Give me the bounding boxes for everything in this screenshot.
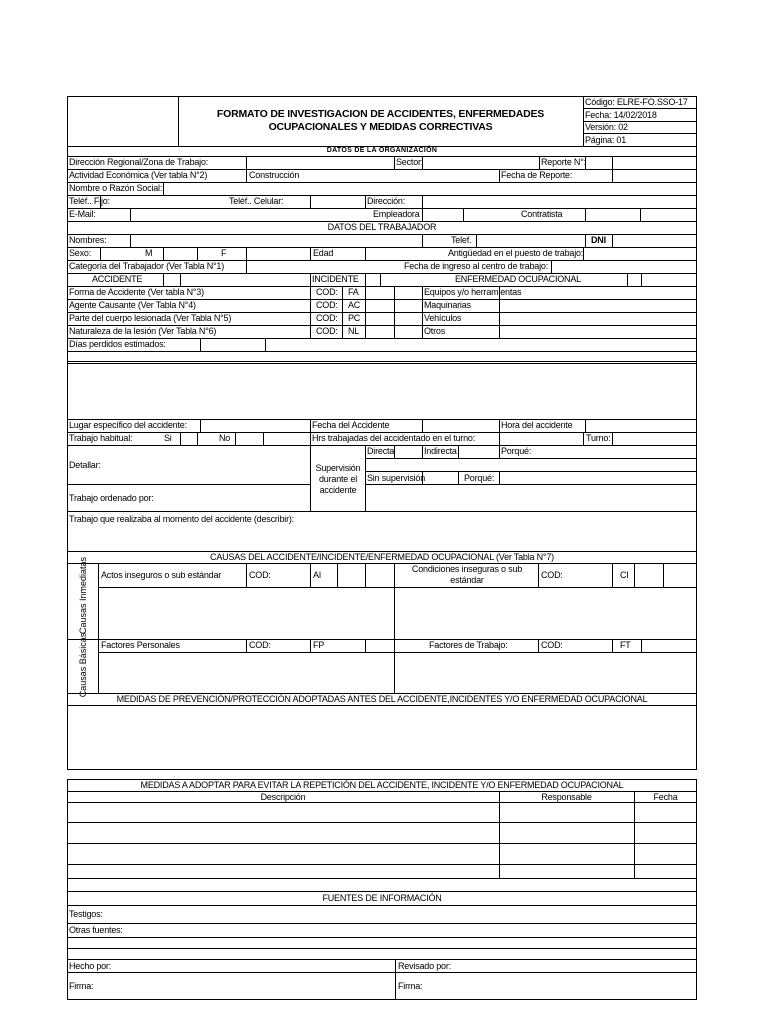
label-sexo-m: M xyxy=(145,248,153,258)
header-descripcion: Descripción xyxy=(260,792,306,802)
label-revisado-por: Revisado por: xyxy=(398,961,451,971)
label-trabajo-habitual: Trabajo habitual: xyxy=(69,433,133,443)
classif-row-cod: COD: xyxy=(316,326,338,336)
classif-row-right: Vehículos xyxy=(424,313,462,323)
label-cod-ai: COD: xyxy=(249,570,271,580)
classif-row-cod: COD: xyxy=(316,313,338,323)
label-factores-personales: Factores Personales xyxy=(101,640,180,650)
label-cod-ft: COD: xyxy=(541,640,563,650)
label-firma-hecho: Firma: xyxy=(69,981,94,991)
label-otras-fuentes: Otras fuentes: xyxy=(69,925,123,935)
label-ci: CI xyxy=(620,570,629,580)
label-dias-perdidos: Días perdidos estimados: xyxy=(69,339,166,349)
label-fecha-accidente: Fecha del Accidente xyxy=(312,420,390,430)
label-turno: Turno: xyxy=(586,433,611,443)
label-empleadora: Empleadora xyxy=(373,209,420,219)
classif-row-label: Naturaleza de la lesión (Ver Tabla N°6) xyxy=(69,326,217,336)
section-org-title: DATOS DE LA ORGANIZACIÓN xyxy=(326,147,438,154)
classif-row-label: Agente Causante (Ver Tabla N°4) xyxy=(69,300,196,310)
label-trabajo-ordenado: Trabajo ordenado por: xyxy=(69,493,154,503)
label-trabajo-realizaba: Trabajo que realizaba al momento del accidente (describir): xyxy=(69,514,294,524)
section-medidas-adoptar-title: MEDIDAS A ADOPTAR PARA EVITAR LA REPETICIÓN DEL ACCIDENTE, INCIDENTE Y/O ENFERMEDAD OCUPACIONAL xyxy=(140,780,624,790)
classif-row-cod: COD: xyxy=(316,287,338,297)
label-dni: DNI xyxy=(591,235,606,245)
label-lugar: Lugar específico del accidente: xyxy=(69,420,187,430)
form-code: Código: ELRE-FO.SSO-17 xyxy=(585,97,688,107)
label-razon-social: Nombre o Razón Social: xyxy=(69,183,163,193)
label-supervision: Supervisión durante el accidente xyxy=(315,463,361,495)
label-fp: FP xyxy=(313,640,325,650)
label-condiciones: Condiciones inseguras o sub estándar xyxy=(411,564,523,585)
header-incidente: INCIDENTE xyxy=(312,274,359,284)
label-hora-accidente: Hora del accidente xyxy=(501,420,573,430)
header-fecha: Fecha xyxy=(653,792,678,802)
classif-row-right: Maquinarias xyxy=(424,300,471,310)
label-sexo-f: F xyxy=(221,248,227,258)
label-sexo: Sexo: xyxy=(69,248,92,258)
label-telef: Telef. xyxy=(451,235,472,245)
classif-row-right: Equipos y/o herramientas xyxy=(424,287,522,297)
form-title: FORMATO DE INVESTIGACION DE ACCIDENTES, ENFERMEDADES OCUPACIONALES Y MEDIDAS CORRECTIVAS xyxy=(216,108,545,133)
label-si: Si xyxy=(164,433,172,443)
label-detallar: Detallar: xyxy=(69,460,101,470)
label-porque-2: Porqué: xyxy=(464,473,495,483)
header-enfermedad: ENFERMEDAD OCUPACIONAL xyxy=(455,274,581,284)
label-actividad: Actividad Económica (Ver tabla N°2) xyxy=(69,170,208,180)
label-sin-supervision: Sin supervisión xyxy=(367,473,426,483)
label-contratista: Contratista xyxy=(521,209,563,219)
label-ai: AI xyxy=(313,570,322,580)
label-telf-fijo: Teléf.. Fijo: xyxy=(69,196,110,206)
classif-row-code: AC xyxy=(348,300,361,310)
header-accidente: ACCIDENTE xyxy=(92,274,143,284)
label-telf-celular: Teléf.. Celular: xyxy=(229,196,284,206)
label-indirecta: Indirecta xyxy=(424,446,457,456)
label-nombres: Nombres: xyxy=(69,235,107,245)
label-actos: Actos inseguros o sub estándar xyxy=(101,570,222,580)
label-fecha-ingreso: Fecha de ingreso al centro de trabajo: xyxy=(404,261,548,271)
section-fuentes-title: FUENTES DE INFORMACIÓN xyxy=(322,893,442,903)
section-causes-title: CAUSAS DEL ACCIDENTE/INCIDENTE/ENFERMEDAD OCUPACIONAL (Ver Tabla N°7) xyxy=(210,552,554,562)
label-causas-inmediatas: Causas Inmediatas xyxy=(78,556,88,634)
label-ft: FT xyxy=(620,640,631,650)
label-testigos: Testigos: xyxy=(69,909,103,919)
label-categoria: Categoría del Trabajador (Ver Tabla N°1) xyxy=(69,261,225,271)
label-sector: Sector: xyxy=(396,157,424,167)
label-direccion: Dirección: xyxy=(367,196,406,206)
form-date: Fecha: 14/02/2018 xyxy=(585,110,657,120)
form-page-number: Página: 01 xyxy=(585,135,627,145)
label-direccion-regional: Dirección Regional/Zona de Trabajo: xyxy=(69,157,209,167)
section-medidas-antes-title: MEDIDAS DE PREVENCIÓN/PROTECCIÓN ADOPTADAS ANTES DEL ACCIDENTE,INCIDENTES Y/O ENFERMEDAD OCUPACIONAL xyxy=(116,694,648,704)
label-no: No xyxy=(219,433,231,443)
label-edad: Edad xyxy=(313,248,334,258)
classif-row-right: Otros xyxy=(424,326,446,336)
label-directa: Directa xyxy=(367,446,395,456)
label-email: E-Mail: xyxy=(69,209,96,219)
section-worker-title: DATOS DEL TRABAJADOR xyxy=(327,222,437,232)
label-porque: Porqué: xyxy=(501,446,532,456)
label-fecha-reporte: Fecha de Reporte: xyxy=(501,170,573,180)
label-cod-fp: COD: xyxy=(249,640,271,650)
label-factores-trabajo: Factores de Trabajo: xyxy=(429,640,508,650)
classif-row-code: FA xyxy=(348,287,359,297)
label-cod-ci: COD: xyxy=(541,570,563,580)
label-construccion: Construcción xyxy=(249,170,300,180)
form-version: Versión: 02 xyxy=(585,122,628,132)
header-responsable: Responsable xyxy=(541,792,592,802)
label-reporte: Reporte N°: xyxy=(541,157,586,167)
label-hecho-por: Hecho por: xyxy=(69,961,112,971)
classif-row-code: PC xyxy=(348,313,361,323)
classif-row-cod: COD: xyxy=(316,300,338,310)
label-causas-basicas: Causas Básicas xyxy=(78,632,88,698)
classif-row-label: Parte del cuerpo lesionada (Ver Tabla N°5) xyxy=(69,313,232,323)
label-firma-revisado: Firma: xyxy=(398,981,423,991)
classif-row-label: Forma de Accidente (Ver tabla N°3) xyxy=(69,287,204,297)
classif-row-code: NL xyxy=(348,326,360,336)
medidas-adoptar-box xyxy=(67,779,697,1000)
label-antiguedad: Antigüedad en el puesto de trabajo: xyxy=(448,248,584,258)
label-hrs-trabajadas: Hrs trabajadas del accidentado en el turno: xyxy=(312,433,476,443)
